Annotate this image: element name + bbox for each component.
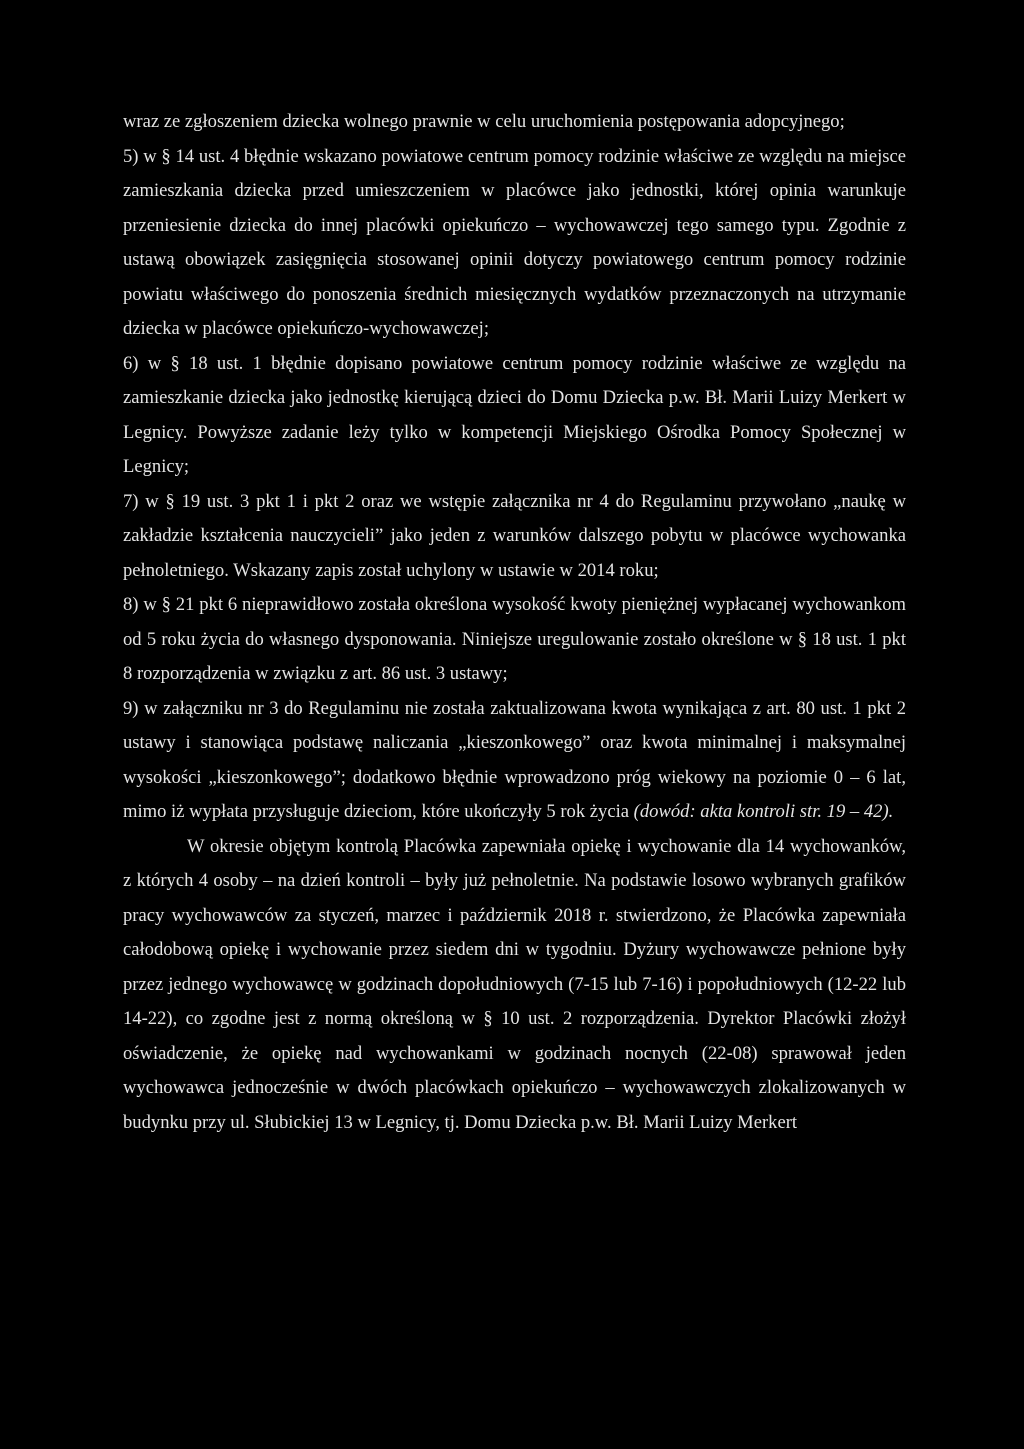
paragraph-item-9 (123, 692, 906, 830)
paragraph-care-summary: W okresie objętym kontrolą Placówka zapewniała opiekę i wychowanie dla 14 wychowanków, z których 4 osoby – na dzień kontroli – były już pełnoletnie. Na podstawie losowo wybranych grafików pracy wychowawców za styczeń, marzec i październik 2018 r. stwierdzono, że Placówka zapewniała całodobową opiekę i wychowanie przez siedem dni w tygodniu. Dyżury wychowawcze pełnione były przez jednego wychowawcę w godzinach dopołudniowych (7-15 lub 7-16) i popołudniowych (12-22 lub 14-22), co zgodne jest z normą określoną w § 10 ust. 2 rozporządzenia. Dyrektor Placówki złożył oświadczenie, że opiekę nad wychowankami w godzinach nocnych (22-08) sprawował jeden wychowawca jednocześnie w dwóch placówkach opiekuńczo – wychowawczych zlokalizowanych w budynku przy ul. Słubickiej 13 w Legnicy, tj. Domu Dziecka p.w. Bł. Marii Luizy Merkert (123, 835, 906, 1133)
paragraph-item-9-text: 9) w załączniku nr 3 do Regulaminu nie została zaktualizowana kwota wynikająca z art. 80 ust. 1 pkt 2 ustawy i stanowiąca podstawę naliczania „kieszonkowego” oraz kwota minimalnej i maksymalnej wysokości „kieszonkowego”; dodatkowo błędnie wprowadzono próg wiekowy na poziomie 0 – 6 lat, mimo iż wypłata przysługuje dzieciom, które ukończyły 5 rok życia (123, 697, 906, 822)
evidence-reference: (dowód: akta kontroli str. 19 – 42). (633, 801, 894, 822)
document-page (123, 105, 906, 1140)
paragraph-item-6: 6) w § 18 ust. 1 błędnie dopisano powiatowe centrum pomocy rodzinie właściwe ze względu na zamieszkanie dziecka jako jednostkę kierującą dzieci do Domu Dziecka p.w. Bł. Marii Luizy Merkert w Legnicy. Powyższe zadanie leży tylko w kompetencji Miejskiego Ośrodka Pomocy Społecznej w Legnicy; (123, 352, 906, 477)
paragraph-item-5: 5) w § 14 ust. 4 błędnie wskazano powiatowe centrum pomocy rodzinie właściwe ze względu na miejsce zamieszkania dziecka przed umieszczeniem w placówce jako jednostki, której opinia warunkuje przeniesienie dziecka do innej placówki opiekuńczo – wychowawczej tego samego typu. Zgodnie z ustawą obowiązek zasięgnięcia stosowanej opinii dotyczy powiatowego centrum pomocy rodzinie powiatu właściwego do ponoszenia średnich miesięcznych wydatków przeznaczonych na utrzymanie dziecka w placówce opiekuńczo-wychowawczej; (123, 145, 906, 339)
paragraph-adoption-continuation: wraz ze zgłoszeniem dziecka wolnego prawnie w celu uruchomienia postępowania adopcyjnego; (123, 111, 845, 132)
paragraph-item-7: 7) w § 19 ust. 3 pkt 1 i pkt 2 oraz we wstępie załącznika nr 4 do Regulaminu przywołano „naukę w zakładzie kształcenia nauczycieli” jako jeden z warunków dalszego pobytu w placówce wychowanka pełnoletniego. Wskazany zapis został uchylony w ustawie w 2014 roku; (123, 490, 906, 581)
paragraph-item-8: 8) w § 21 pkt 6 nieprawidłowo została określona wysokość kwoty pieniężnej wypłacanej wychowankom od 5 roku życia do własnego dysponowania. Niniejsze uregulowanie zostało określone w § 18 ust. 1 pkt 8 rozporządzenia w związku z art. 86 ust. 3 ustawy; (123, 594, 906, 684)
